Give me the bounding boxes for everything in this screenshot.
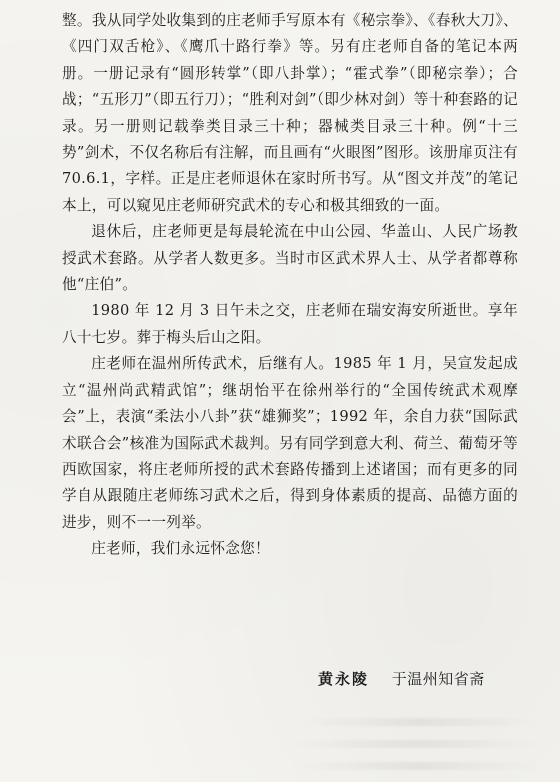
paragraph-legacy: 庄老师在温州所传武术，后继有人。1985 年 1 月，吴宣发起成立“温州尚武精武馆”；继胡怡平在徐州举行的“全国传统武术观摩会”上，表演“柔法小八卦”获“雄狮奖”；1992 年，余自力获“国际武术联合会”核准为国际武术裁判。另有同学到意大利、荷兰、葡萄牙等西欧国家，将庄老师所授的武术套路传播到上述诸国；而有更多的同学自从跟随庄老师练习武术之后，得到身体素质的提高、品德方面的进步，则不一一列举。 bbox=[62, 355, 518, 531]
paragraph-death: 1980 年 12 月 3 日午未之交，庄老师在瑞安海安所逝世。享年八十七岁。葬于梅头后山之阳。 bbox=[62, 302, 518, 346]
paragraph-tribute: 庄老师，我们永远怀念您！ bbox=[91, 540, 270, 558]
show-through-line bbox=[290, 740, 540, 748]
paragraph-retirement: 退休后，庄老师更是每晨轮流在中山公园、华盖山、人民广场教授武术套路。从学者人数更多。当时市区武术界人士、从学者都尊称他“庄伯”。 bbox=[62, 223, 518, 294]
writing-place: 于温州知省斋 bbox=[391, 670, 485, 688]
signature-line bbox=[318, 668, 485, 689]
memorial-article-body bbox=[62, 8, 518, 563]
author-name: 黄永陵 bbox=[318, 670, 370, 688]
show-through-line bbox=[300, 718, 540, 726]
paragraph-notebooks: 整。我从同学处收集到的庄老师手写原本有《秘宗拳》、《春秋大刀》、《四门双舌枪》、《鹰爪十路行拳》等。另有庄老师自备的笔记本两册。一册记录有“圆形转掌”（即八卦掌）；“霍式拳”（即秘宗拳）；合战；“五形刀”（即五行刀）；“胜利对剑”（即少林对剑）等十种套路的记录。另一册则记载拳类目录三十种；器械类目录三十种。例“十三势”剑术，不仅名称后有注解，而且画有“火眼图”图形。该册扉页注有 70.6.1，字样。正是庄老师退休在家时所书写。从“图文并茂”的笔记本上，可以窥见庄老师研究武术的专心和极其细致的一面。 bbox=[62, 12, 518, 214]
show-through-line bbox=[296, 762, 540, 770]
